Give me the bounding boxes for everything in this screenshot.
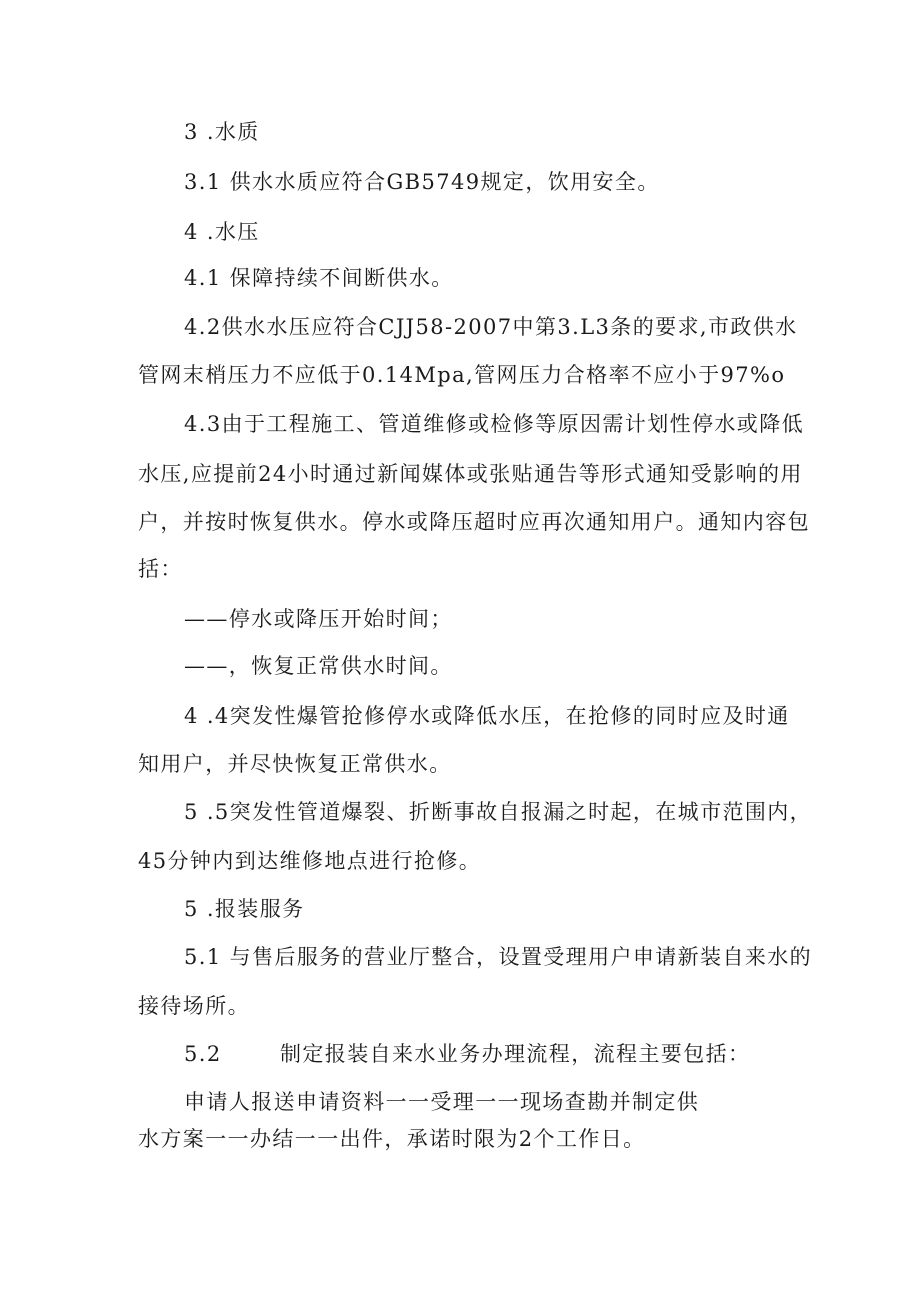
clause-5-1-line-1: 5.1 与售后服务的营业厅整合，设置受理用户申请新装自来水的	[184, 945, 813, 969]
clause-4-4-line-1: 4 .4突发性爆管抢修停水或降低水压，在抢修的同时应及时通	[184, 704, 790, 728]
clause-4-3-line-3: 户，并按时恢复供水。停水或降压超时应再次通知用户。通知内容包	[138, 510, 810, 534]
clause-4-4-line-2: 知用户，并尽快恢复正常供水。	[138, 752, 452, 776]
clause-4-2-line-1: 4.2供水水压应符合CJJ58-2007中第3.L3条的要求,市政供水	[184, 315, 798, 339]
clause-5-2	[184, 1040, 750, 1068]
clause-4-3-line-4: 括：	[138, 557, 183, 581]
dash-item-2: ——，恢复正常供水时间。	[184, 654, 453, 678]
process-line-2: 水方案一一办结一一出件，承诺时限为2个工作日。	[138, 1127, 646, 1151]
clause-3-1: 3.1 供水水质应符合GB5749规定，饮用安全。	[184, 170, 660, 194]
clause-4-1: 4.1 保障持续不间断供水。	[184, 266, 454, 290]
section-4-heading: 4 .水压	[184, 220, 260, 244]
clause-4-3-line-1: 4.3由于工程施工、管道维修或检修等原因需计划性停水或降低	[184, 412, 804, 436]
clause-5-2-number: 5.2	[184, 1042, 222, 1066]
dash-item-1: ——停水或降压开始时间；	[184, 607, 453, 631]
clause-5-2-text: 制定报装自来水业务办理流程，流程主要包括：	[280, 1042, 751, 1066]
clause-5-1-line-2: 接待场所。	[138, 994, 250, 1018]
process-line-1: 申请人报送申请资料一一受理一一现场查勘并制定供	[184, 1090, 700, 1114]
clause-5-5-line-2: 45分钟内到达维修地点进行抢修。	[138, 849, 482, 873]
section-3-heading: 3 .水质	[184, 120, 260, 144]
clause-5-5-line-1: 5 .5突发性管道爆裂、折断事故自报漏之时起，在城市范围内，	[184, 800, 813, 824]
clause-4-3-line-2: 水压,应提前24小时通过新闻媒体或张贴通告等形式通知受影响的用	[138, 462, 803, 486]
clause-4-2-line-2: 管网末梢压力不应低于0.14Mpa,管网压力合格率不应小于97%o	[138, 363, 786, 387]
section-5-heading: 5 .报装服务	[184, 897, 305, 921]
